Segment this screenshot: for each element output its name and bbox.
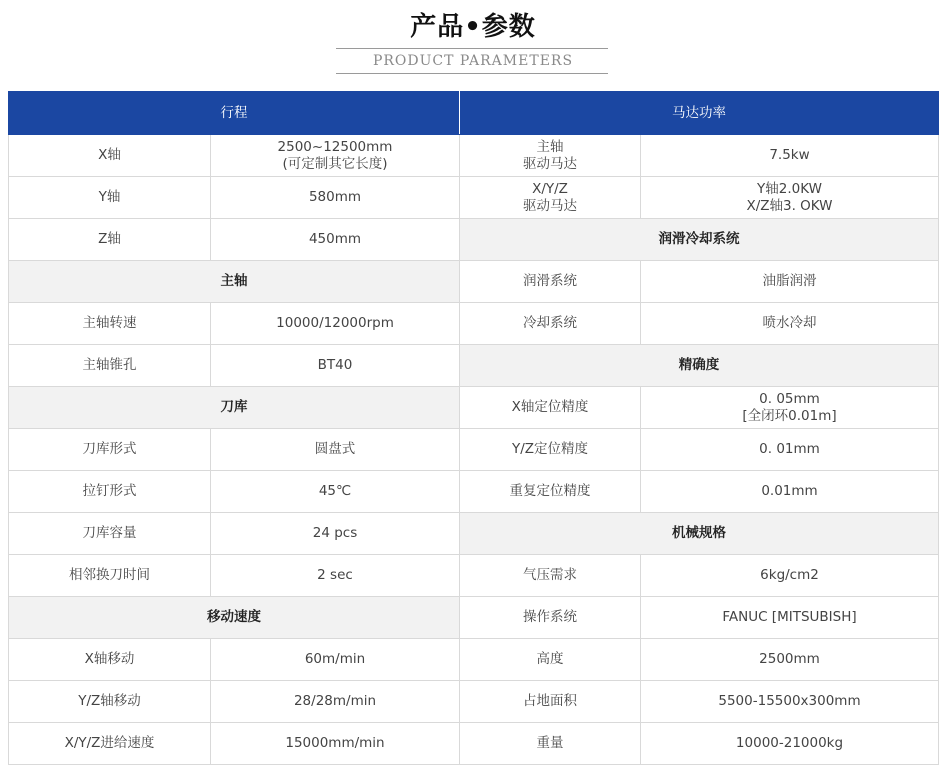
param-value-line: FANUC [MITSUBISH] bbox=[722, 609, 857, 625]
param-value bbox=[211, 177, 460, 219]
param-label bbox=[460, 639, 641, 681]
table-row bbox=[9, 723, 939, 765]
param-label bbox=[460, 135, 641, 177]
param-label bbox=[460, 387, 641, 429]
section-heading: 精确度 bbox=[460, 345, 939, 387]
param-value-line: 2500~12500mm bbox=[277, 138, 393, 155]
param-label-line: 高度 bbox=[536, 651, 564, 667]
param-value-line: 60m/min bbox=[304, 651, 366, 667]
param-value-line: X/Z轴3. OKW bbox=[746, 197, 833, 214]
param-value bbox=[641, 261, 939, 303]
param-label: 主轴锥孔 bbox=[9, 345, 211, 387]
param-label bbox=[460, 429, 641, 471]
param-value-line: 2 sec bbox=[317, 567, 353, 583]
table-row bbox=[9, 261, 939, 303]
param-label-line: 操作系统 bbox=[523, 609, 577, 625]
title-divider-top bbox=[336, 48, 608, 49]
param-label bbox=[460, 723, 641, 765]
param-label: X轴移动 bbox=[9, 639, 211, 681]
param-value-line: (可定制其它长度) bbox=[282, 155, 388, 172]
param-value-line: 油脂润滑 bbox=[762, 273, 817, 289]
table-row bbox=[9, 177, 939, 219]
param-value bbox=[641, 681, 939, 723]
parameters-table bbox=[8, 91, 939, 765]
param-value bbox=[641, 471, 939, 513]
param-value-line: 45℃ bbox=[318, 483, 352, 499]
param-value bbox=[641, 387, 939, 429]
param-label: Z轴 bbox=[9, 219, 211, 261]
table-row bbox=[9, 135, 939, 177]
param-label-line: 主轴 bbox=[536, 138, 564, 155]
param-value bbox=[211, 219, 460, 261]
param-value-line: 5500-15500x300mm bbox=[718, 693, 861, 709]
section-heading: 移动速度 bbox=[9, 597, 460, 639]
param-label-line: 气压需求 bbox=[523, 567, 577, 583]
param-value-line: 24 pcs bbox=[312, 525, 358, 541]
title-divider-bottom bbox=[336, 73, 608, 74]
param-label-line: 冷却系统 bbox=[523, 315, 577, 331]
param-value-line: 15000mm/min bbox=[285, 735, 385, 751]
param-label-line: X轴定位精度 bbox=[511, 399, 589, 415]
param-label bbox=[460, 471, 641, 513]
param-label: 拉钉形式 bbox=[9, 471, 211, 513]
param-label-line: 润滑系统 bbox=[523, 273, 577, 289]
param-value-line: 圆盘式 bbox=[314, 441, 356, 457]
param-label: Y/Z轴移动 bbox=[9, 681, 211, 723]
param-value bbox=[641, 723, 939, 765]
param-label: 主轴转速 bbox=[9, 303, 211, 345]
param-label: X轴 bbox=[9, 135, 211, 177]
table-row bbox=[9, 555, 939, 597]
table-row bbox=[9, 387, 939, 429]
param-label: 刀库容量 bbox=[9, 513, 211, 555]
param-value bbox=[641, 597, 939, 639]
param-value-line: 喷水冷却 bbox=[762, 315, 817, 331]
param-value-line: 6kg/cm2 bbox=[760, 567, 819, 583]
header-motor-power: 马达功率 bbox=[460, 92, 939, 135]
table-row bbox=[9, 597, 939, 639]
param-value-line: 0. 05mm bbox=[759, 390, 820, 407]
param-label-line: 驱动马达 bbox=[523, 197, 577, 214]
section-heading: 机械规格 bbox=[460, 513, 939, 555]
table-header-row bbox=[9, 92, 939, 135]
param-label: 刀库形式 bbox=[9, 429, 211, 471]
param-label: X/Y/Z进给速度 bbox=[9, 723, 211, 765]
param-label bbox=[460, 555, 641, 597]
param-value-line: [全闭环0.01m] bbox=[742, 407, 837, 424]
param-label-line: X/Y/Z bbox=[532, 180, 568, 197]
table-row bbox=[9, 219, 939, 261]
table-row bbox=[9, 345, 939, 387]
param-label-line: 重复定位精度 bbox=[509, 483, 591, 499]
param-value bbox=[211, 513, 460, 555]
table-row bbox=[9, 429, 939, 471]
param-value bbox=[211, 471, 460, 513]
page-subtitle: PRODUCT PARAMETERS bbox=[372, 53, 574, 69]
param-value bbox=[641, 639, 939, 681]
table-row bbox=[9, 513, 939, 555]
param-value bbox=[641, 429, 939, 471]
table-row bbox=[9, 639, 939, 681]
param-value bbox=[211, 639, 460, 681]
param-value bbox=[211, 723, 460, 765]
param-value-line: 0. 01mm bbox=[759, 441, 820, 457]
param-label bbox=[460, 303, 641, 345]
param-label-line: 重量 bbox=[536, 735, 564, 751]
param-label bbox=[460, 261, 641, 303]
param-value bbox=[211, 303, 460, 345]
param-value-line: 7.5kw bbox=[769, 147, 810, 163]
param-label bbox=[460, 681, 641, 723]
param-value bbox=[211, 555, 460, 597]
param-value bbox=[641, 303, 939, 345]
param-value bbox=[641, 555, 939, 597]
param-label-line: Y/Z定位精度 bbox=[511, 441, 589, 457]
table-row bbox=[9, 303, 939, 345]
param-value-line: 28/28m/min bbox=[293, 693, 377, 709]
param-value-line: 580mm bbox=[308, 189, 362, 205]
page-title: 产品•参数 bbox=[410, 12, 536, 42]
param-label-line: 占地面积 bbox=[523, 693, 577, 709]
param-value bbox=[211, 429, 460, 471]
param-label: Y轴 bbox=[9, 177, 211, 219]
param-label-line: 驱动马达 bbox=[523, 155, 577, 172]
param-value-line: 10000/12000rpm bbox=[276, 315, 394, 331]
table-row bbox=[9, 681, 939, 723]
param-label bbox=[460, 597, 641, 639]
param-value bbox=[211, 681, 460, 723]
section-heading: 润滑冷却系统 bbox=[460, 219, 939, 261]
param-value-line: 2500mm bbox=[759, 651, 820, 667]
param-value bbox=[641, 135, 939, 177]
param-value bbox=[211, 345, 460, 387]
table-row bbox=[9, 471, 939, 513]
param-value-line: BT40 bbox=[317, 357, 353, 373]
param-label bbox=[460, 177, 641, 219]
section-heading: 主轴 bbox=[9, 261, 460, 303]
param-value bbox=[641, 177, 939, 219]
header-stroke: 行程 bbox=[9, 92, 460, 135]
section-heading: 刀库 bbox=[9, 387, 460, 429]
param-value bbox=[211, 135, 460, 177]
param-label: 相邻换刀时间 bbox=[9, 555, 211, 597]
param-value-line: 450mm bbox=[308, 231, 362, 247]
param-value-line: 10000-21000kg bbox=[735, 735, 844, 751]
param-value-line: 0.01mm bbox=[761, 483, 818, 499]
param-value-line: Y轴2.0KW bbox=[757, 180, 822, 197]
